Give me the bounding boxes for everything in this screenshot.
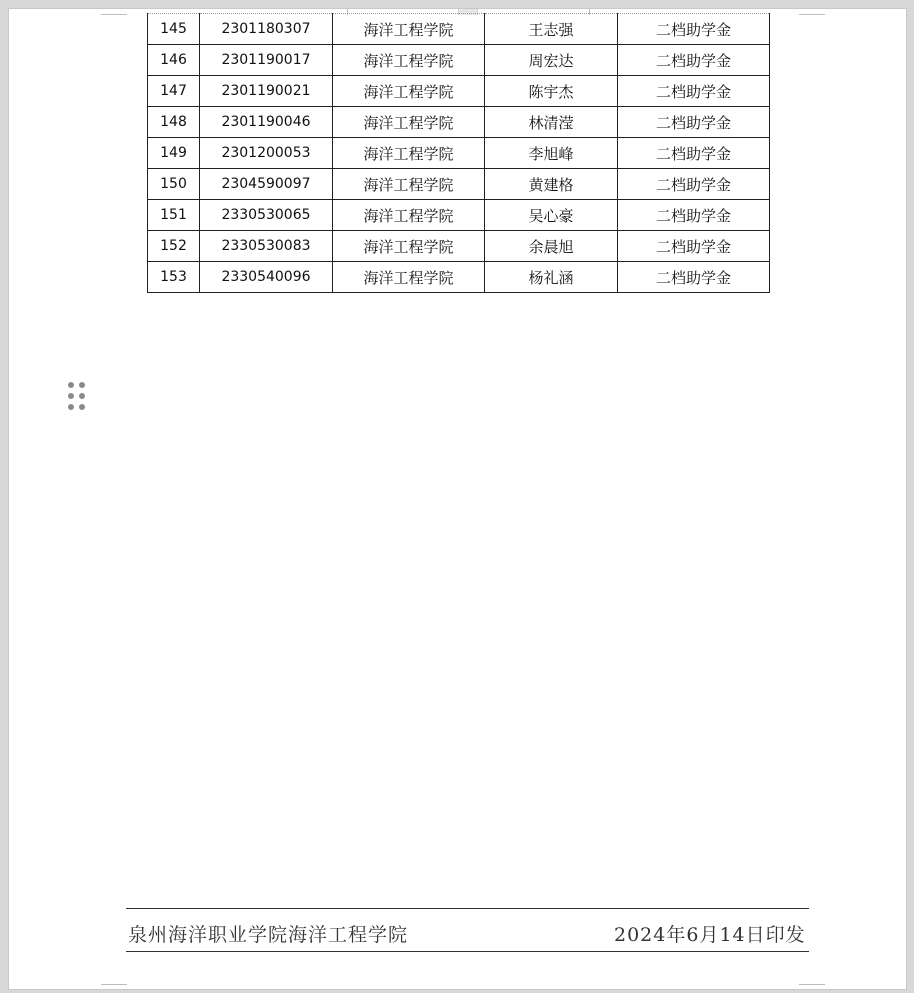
table-row: [148, 45, 770, 76]
cell-aid-level: 二档助学金: [618, 138, 770, 169]
cell-aid-level: 二档助学金: [618, 14, 770, 45]
cell-student-id: 2301190046: [200, 107, 333, 138]
cell-number: 151: [148, 200, 200, 231]
table-row: [148, 262, 770, 293]
crop-mark-bottom-right: [799, 984, 825, 985]
cell-student-name: 余晨旭: [485, 231, 618, 262]
cell-student-id: 2330530065: [200, 200, 333, 231]
cell-college: 海洋工程学院: [333, 45, 485, 76]
crop-mark-top-right: [799, 14, 825, 15]
cell-aid-level: 二档助学金: [618, 262, 770, 293]
cell-aid-level: 二档助学金: [618, 169, 770, 200]
table-row: [148, 231, 770, 262]
table-row: [148, 138, 770, 169]
cell-student-id: 2304590097: [200, 169, 333, 200]
cell-student-id: 2301190021: [200, 76, 333, 107]
cell-aid-level: 二档助学金: [618, 231, 770, 262]
table-row: [148, 169, 770, 200]
cell-college: 海洋工程学院: [333, 138, 485, 169]
cell-number: 145: [148, 14, 200, 45]
cell-student-name: 吴心豪: [485, 200, 618, 231]
cell-college: 海洋工程学院: [333, 262, 485, 293]
cell-college: 海洋工程学院: [333, 200, 485, 231]
table-row: [148, 107, 770, 138]
table-row: [148, 14, 770, 45]
table-row: [148, 200, 770, 231]
cell-college: 海洋工程学院: [333, 76, 485, 107]
cell-student-id: 2301200053: [200, 138, 333, 169]
cell-aid-level: 二档助学金: [618, 200, 770, 231]
cell-student-name: 周宏达: [485, 45, 618, 76]
cell-student-name: 王志强: [485, 14, 618, 45]
cell-student-id: 2330530083: [200, 231, 333, 262]
cell-college: 海洋工程学院: [333, 231, 485, 262]
table-row: [148, 76, 770, 107]
cell-number: 147: [148, 76, 200, 107]
cell-student-id: 2330540096: [200, 262, 333, 293]
cell-college: 海洋工程学院: [333, 14, 485, 45]
cell-aid-level: 二档助学金: [618, 76, 770, 107]
cell-student-name: 李旭峰: [485, 138, 618, 169]
cell-student-id: 2301190017: [200, 45, 333, 76]
cell-student-name: 黄建格: [485, 169, 618, 200]
cell-student-name: 林清滢: [485, 107, 618, 138]
crop-mark-top-left: [101, 14, 127, 15]
cell-college: 海洋工程学院: [333, 107, 485, 138]
drag-handle-icon[interactable]: [68, 382, 86, 412]
cell-student-name: 杨礼涵: [485, 262, 618, 293]
cell-number: 153: [148, 262, 200, 293]
table-body: [148, 14, 770, 293]
scholarship-table: [147, 13, 769, 293]
cell-number: 148: [148, 107, 200, 138]
footer-bottom-rule: [126, 951, 809, 952]
footer-date: 2024年6月14日印发: [614, 924, 806, 946]
cell-aid-level: 二档助学金: [618, 45, 770, 76]
cell-student-name: 陈宇杰: [485, 76, 618, 107]
footer-top-rule: [126, 908, 809, 909]
cell-student-id: 2301180307: [200, 14, 333, 45]
footer-issuer: 泉州海洋职业学院海洋工程学院: [128, 924, 409, 946]
cell-college: 海洋工程学院: [333, 169, 485, 200]
cell-number: 149: [148, 138, 200, 169]
cell-aid-level: 二档助学金: [618, 107, 770, 138]
cell-number: 152: [148, 231, 200, 262]
cell-number: 150: [148, 169, 200, 200]
crop-mark-bottom-left: [101, 984, 127, 985]
cell-number: 146: [148, 45, 200, 76]
